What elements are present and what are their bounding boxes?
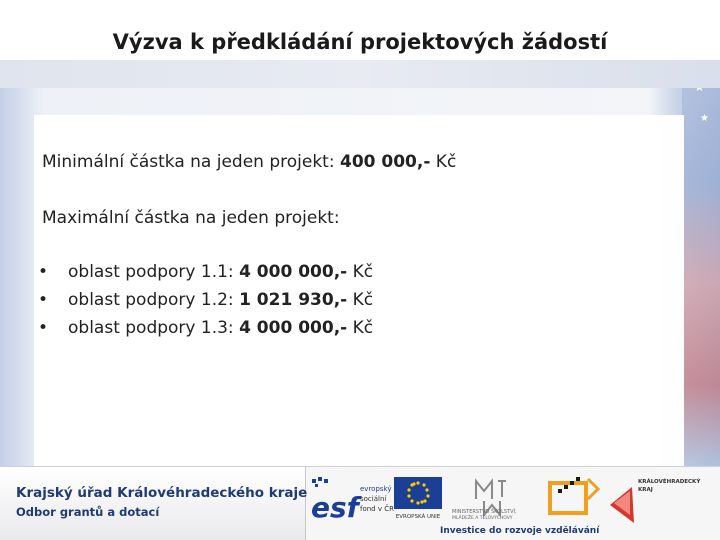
min-amount-label: Minimální částka na jeden projekt: bbox=[42, 152, 340, 172]
kralovehradecky-kraj-logo bbox=[608, 475, 714, 525]
bullet-list bbox=[38, 262, 373, 346]
esf-text-line: fond v ČR bbox=[360, 505, 394, 513]
esf-text-line: sociální bbox=[360, 495, 387, 503]
min-amount-currency: Kč bbox=[430, 152, 457, 172]
bullet-icon: • bbox=[38, 290, 49, 310]
eu-label: EVROPSKÁ UNIE bbox=[395, 514, 441, 520]
bullet-label: oblast podpory 1.2: bbox=[68, 290, 240, 310]
bullet-label: oblast podpory 1.3: bbox=[68, 318, 240, 338]
bullet-currency: Kč bbox=[347, 262, 374, 282]
list-item bbox=[38, 318, 373, 346]
bullet-icon: • bbox=[38, 262, 49, 282]
investment-slogan: Investice do rozvoje vzdělávání bbox=[440, 526, 600, 536]
min-amount-value: 400 000,- bbox=[339, 152, 431, 172]
bullet-value: 4 000 000,- bbox=[239, 262, 348, 282]
region-text-line: KRÁLOVÉHRADECKÝ bbox=[638, 479, 701, 485]
bullet-icon: • bbox=[38, 318, 49, 338]
esf-text-line: evropský bbox=[360, 485, 392, 493]
eu-flag-icon bbox=[392, 475, 444, 521]
organization-name: Krajský úřad Královéhradeckého kraje bbox=[16, 485, 308, 501]
op-vk-logo bbox=[546, 475, 602, 521]
msmt-text-line: MINISTERSTVO ŠKOLSTVÍ, bbox=[452, 509, 517, 515]
footer-logo-bar bbox=[0, 466, 720, 540]
bullet-value: 4 000 000,- bbox=[239, 318, 348, 338]
list-item bbox=[38, 262, 373, 290]
slide-title: Výzva k předkládání projektových žádostí bbox=[112, 30, 608, 54]
msmt-logo bbox=[448, 475, 532, 521]
star-icon: ★ bbox=[700, 113, 709, 124]
list-item bbox=[38, 290, 373, 318]
bullet-currency: Kč bbox=[347, 318, 374, 338]
min-amount-line bbox=[42, 152, 456, 172]
max-amount-label: Maximální částka na jeden projekt: bbox=[42, 208, 340, 228]
msmt-text-line: MLÁDEŽE A TĚLOVÝCHOVY bbox=[452, 516, 513, 521]
esf-wordmark: esf bbox=[311, 491, 359, 521]
header-band bbox=[0, 60, 720, 88]
organization-block bbox=[0, 467, 306, 540]
organization-department: Odbor grantů a dotací bbox=[16, 505, 160, 519]
bullet-currency: Kč bbox=[347, 290, 374, 310]
bullet-value: 1 021 930,- bbox=[239, 290, 348, 310]
region-text-line: KRAJ bbox=[638, 487, 653, 493]
bullet-label: oblast podpory 1.1: bbox=[68, 262, 240, 282]
esf-logo bbox=[310, 475, 394, 521]
